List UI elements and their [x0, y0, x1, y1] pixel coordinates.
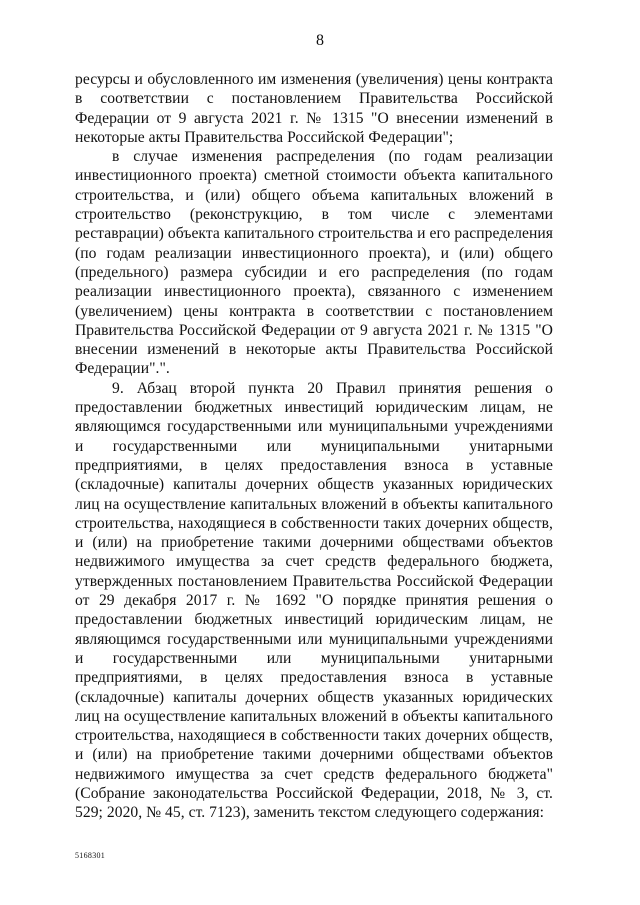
document-body: [75, 70, 553, 823]
paragraph-item-9: 9. Абзац второй пункта 20 Правил принятия решения о предоставлении бюджетных инвестиций юридическим лицам, не являющимся государственными или муниципальными учреждениями и государственными или муниципальными унитарными предприятиями, в целях предоставления взноса в уставные (складочные) капиталы дочерних обществ указанных юридических лиц на осуществление капитальных вложений в объекты капитального строительства, находящиеся в собственности таких дочерних обществ, и (или) на приобретение такими дочерними обществами объектов недвижимого имущества за счет средств федерального бюджета, утвержденных постановлением Правительства Российской Федерации от 29 декабря 2017 г. № 1692 "О порядке принятия решения о предоставлении бюджетных инвестиций юридическим лицам, не являющимся государственными или муниципальными учреждениями и государственными или муниципальными унитарными предприятиями, в целях предоставления взноса в уставные (складочные) капиталы дочерних обществ указанных юридических лиц на осуществление капитальных вложений в объекты капитального строительства, находящиеся в собственности таких дочерних обществ, и (или) на приобретение такими дочерними обществами объектов недвижимого имущества за счет средств федерального бюджета" (Собрание законодательства Российской Федерации, 2018, № 3, ст. 529; 2020, № 45, ст. 7123), заменить текстом следующего содержания:: [75, 379, 553, 822]
document-code: 5168301: [75, 851, 106, 860]
page-number: 8: [316, 32, 324, 49]
paragraph-continuation: ресурсы и обусловленного им изменения (увеличения) цены контракта в соответствии с постановлением Правительства Российской Федерации от 9 августа 2021 г. № 1315 "О внесении изменений в некоторые акты Правительства Российской Федерации";: [75, 71, 553, 146]
paragraph-distribution-change: в случае изменения распределения (по годам реализации инвестиционного проекта) сметной стоимости объекта капитального строительства, и (или) общего объема капитальных вложений в строительство (реконструкцию, в том числе с элементами реставрации) объекта капитального строительства и его распределения (по годам реализации инвестиционного проекта), и (или) общего (предельного) размера субсидии и его распределения (по годам реализации инвестиционного проекта), связанного с изменением (увеличением) цены контракта в соответствии с постановлением Правительства Российской Федерации от 9 августа 2021 г. № 1315 "О внесении изменений в некоторые акты Правительства Российской Федерации".".: [75, 148, 553, 378]
